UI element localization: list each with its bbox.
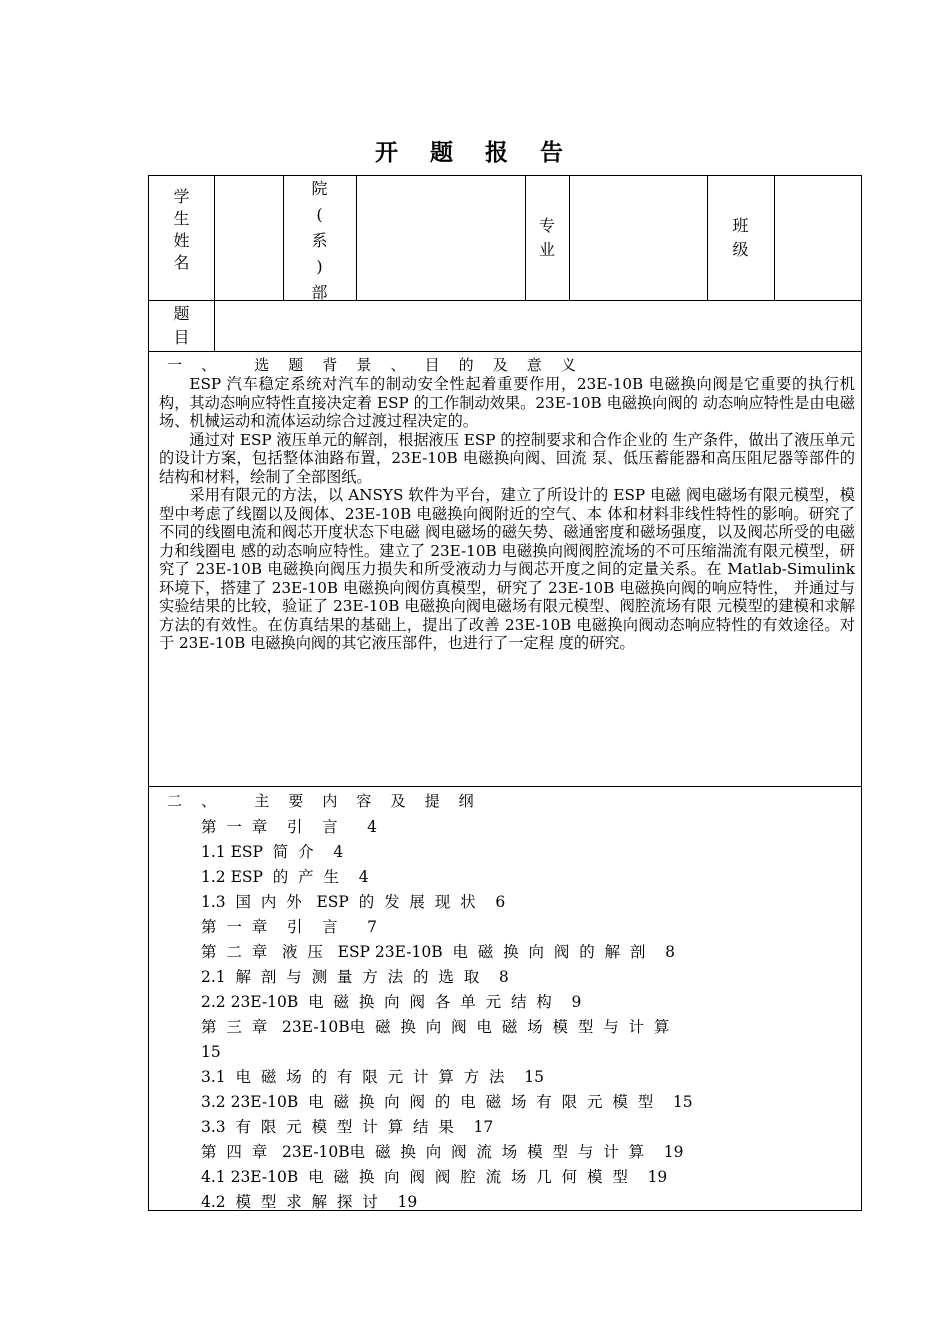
section1-body: [159, 375, 855, 653]
list-item: 2.2 23E-10B 电 磁 换 向 阀 各 单 元 结 构 9: [201, 993, 582, 1011]
list-item: 第 二 章 液 压 ESP 23E-10B 电 磁 换 向 阀 的 解 剖 8: [201, 943, 675, 961]
list-item: 4.1 23E-10B 电 磁 换 向 阀 阀 腔 流 场 几 何 模 型 19: [201, 1168, 668, 1186]
list-item: 15: [201, 1043, 221, 1061]
list-item: 3.3 有 限 元 模 型 计 算 结 果 17: [201, 1118, 494, 1136]
paragraph: 采用有限元的方法，以 ANSYS 软件为平台，建立了所设计的 ESP 电磁 阀电磁场有限元模型，模型中考虑了线圈以及阀体、23E-10B 电磁换向阀附近的空气、本 体和材料非线性特性的影响。研究了不同的线圈电流和阀芯开度状态下电磁 阀电磁场的磁矢势、磁通密度和磁场强度，以及阀芯所受的电磁力和线圈电 感的动态响应特性。建立了 23E-10B 电磁换向阀阀腔流场的不可压缩湍流有限元模型，研 究了 23E-10B 电磁换向阀压力损失和所受液动力与阀芯开度之间的定量关系。在 Matlab-Simulink 环境下，搭建了 23E-10B 电磁换向阀仿真模型，研究了 23E-10B 电磁换向阀的响应特性， 并通过与实验结果的比较，验证了 23E-10B 电磁换向阀电磁场有限元模型、阀腔流场有限 元模型的建模和求解方法的有效性。在仿真结果的基础上，提出了改善 23E-10B 电磁换向阀动态响应特性的有效途径。对于 23E-10B 电磁换向阀的其它液压部件，也进行了一定程 度的研究。: [159, 486, 855, 652]
col-divider: [569, 176, 570, 300]
list-item: 第 一 章 引 言 4: [201, 818, 378, 836]
outline-list: [201, 815, 841, 1215]
department-label: 院 ( 系 ) 部: [311, 179, 328, 302]
col-divider: [774, 176, 775, 300]
col-divider: [356, 176, 357, 300]
col-divider: [214, 300, 215, 351]
section1-heading: 一 、 选 题 背 景 、 目 的 及 意 义: [167, 356, 576, 374]
list-item: 2.1 解 剖 与 测 量 方 法 的 选 取 8: [201, 968, 509, 986]
list-item: 1.2 ESP 的 产 生 4: [201, 868, 369, 886]
list-item: 4.2 模 型 求 解 探 讨 19: [201, 1193, 418, 1211]
row-divider: [149, 351, 861, 352]
list-item: 3.1 电 磁 场 的 有 限 元 计 算 方 法 15: [201, 1068, 544, 1086]
list-item: 1.3 国 内 外 ESP 的 发 展 现 状 6: [201, 893, 506, 911]
class-label: 班 级: [732, 216, 749, 259]
paragraph: 通过对 ESP 液压单元的解剖，根据液压 ESP 的控制要求和合作企业的 生产条件，做出了液压单元的设计方案，包括整体油路布置，23E-10B 电磁换向阀、回流 泵、低压蓄能器和高压阻尼器等部件的结构和材料，绘制了全部图纸。: [159, 430, 855, 486]
section2-heading: 二 、 主 要 内 容 及 提 纲: [167, 792, 474, 810]
list-item: 第 三 章 23E-10B电 磁 换 向 阀 电 磁 场 模 型 与 计 算: [201, 1018, 670, 1036]
list-item: 3.2 23E-10B 电 磁 换 向 阀 的 电 磁 场 有 限 元 模 型 15: [201, 1093, 693, 1111]
paragraph: ESP 汽车稳定系统对汽车的制动安全性起着重要作用，23E-10B 电磁换向阀是它重要的执行机构，其动态响应特性直接决定着 ESP 的工作制动效果。23E-10B 电磁换向阀的 动态响应特性是由电磁场、机械运动和流体运动综合过渡过程决定的。: [159, 375, 855, 430]
student-name-label: 学 生 姓 名: [173, 187, 190, 272]
list-item: 第 四 章 23E-10B电 磁 换 向 阀 流 场 模 型 与 计 算 19: [201, 1143, 684, 1161]
list-item: 第 一 章 引 言 7: [201, 918, 378, 936]
topic-label: 题 目: [173, 304, 190, 347]
section2-cell: [149, 787, 861, 1211]
major-label: 专 业: [538, 216, 555, 259]
proposal-form-table: [148, 175, 862, 1211]
page-title: 开 题 报 告: [374, 139, 576, 166]
row-divider: [149, 300, 861, 301]
list-item: 1.1 ESP 简 介 4: [201, 843, 344, 861]
col-divider: [214, 176, 215, 300]
